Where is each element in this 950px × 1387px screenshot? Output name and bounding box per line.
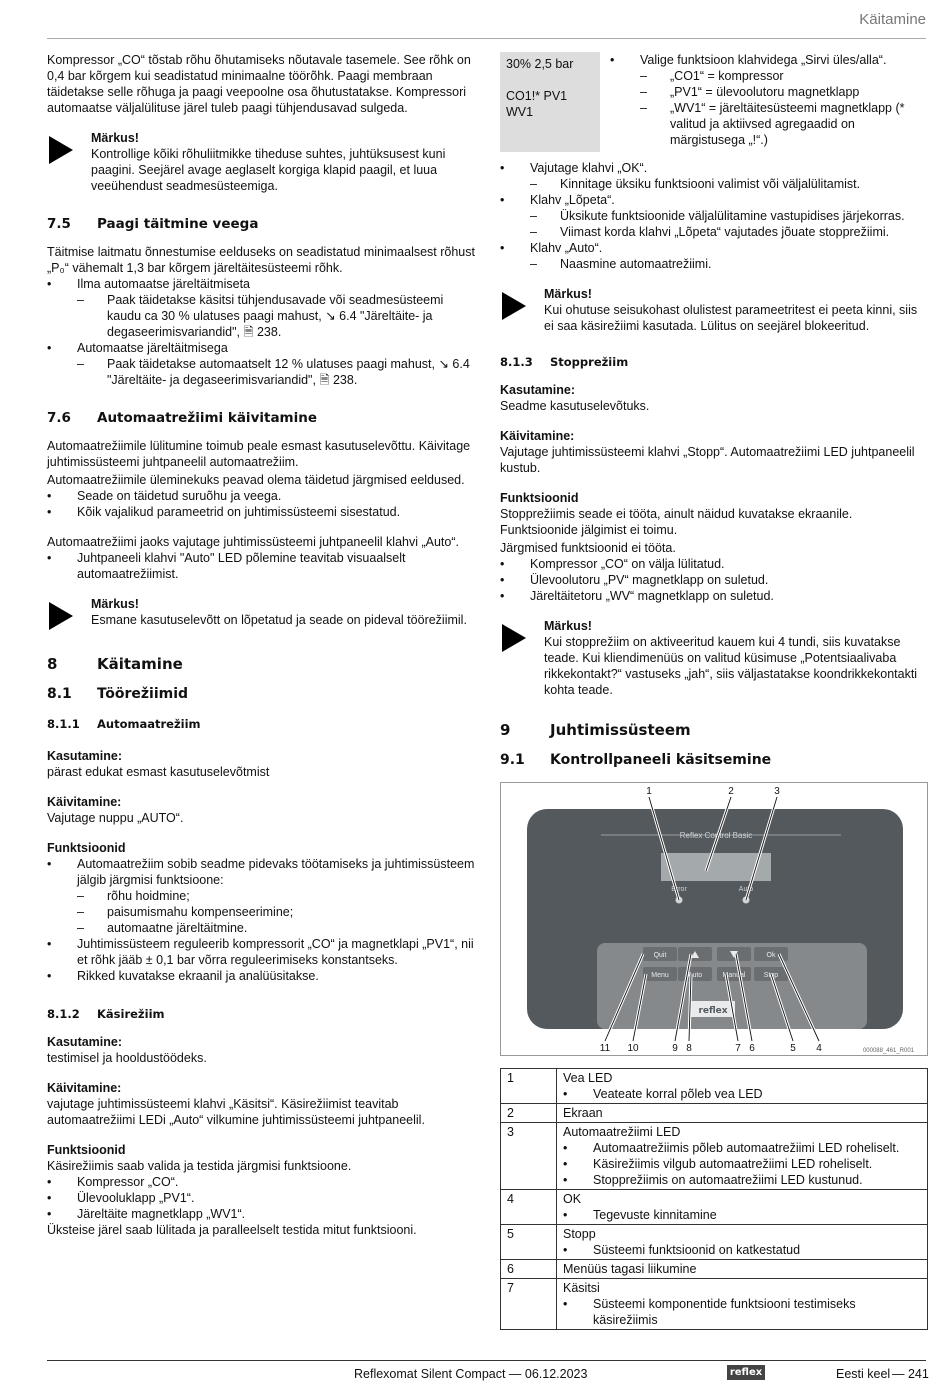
section-8-heading: 8 Käitamine: [47, 655, 183, 673]
stop-key-label: Stop: [763, 972, 779, 979]
legend-row: [501, 1123, 928, 1190]
legend-row: [501, 1190, 928, 1225]
label-funktsioonid: Funktsioonid: [500, 491, 579, 505]
header-divider: [47, 38, 926, 39]
left-column: [47, 52, 475, 1238]
legend-description: [557, 1260, 928, 1279]
note-text: Kui stopprežiim on aktiveeritud kauem kui 4 tundi, siis kuvatakse teade. Kui kliendimenüüs on valitud küsimuse „Potentsiaalivaba rikkekontakt?“ vastuseks „jah“, siis väljastatakse koondrikkekontakti kohta teade.: [544, 635, 918, 697]
list-item: • Kompressor „CO“ on välja lülitatud.: [500, 556, 928, 572]
section-8-1-2-heading: 8.1.2 Käsirežiim: [47, 1007, 165, 1021]
s813-fun2: Järgmised funktsioonid ei tööta.: [500, 541, 676, 555]
intro-paragraph: Kompressor „CO“ tõstab rõhu õhutamiseks nõutavale tasemele. See rõhk on 0,4 bar kõrgem kui seadistatud minimaalne töörõhk. Paagi membraan täidetakse selle rõhuga ja paagi veepoolne osa õhutustatakse. Kompressori automaatse väljalülituse järel tuleb paagi tühjendusavad sulgeda.: [47, 53, 471, 115]
s76-p1: Automaatrežiimile lülitumine toimub peale esmast kasutuselevõttu. Käivitage juhtimissüsteemi juhtpaneelil automaatrežiim.: [47, 439, 471, 469]
legend-item: • Automaatrežiimis põleb automaatrežiimi LED roheliselt.: [563, 1140, 921, 1156]
list-item: • Vajutage klahvi „OK“.: [500, 160, 928, 176]
footer-divider: [47, 1360, 926, 1361]
warning-triangle-icon: [49, 136, 73, 164]
reflex-logo-text: reflex: [698, 1006, 728, 1016]
error-label: Error: [671, 886, 687, 893]
list-item: • Ilma automaatse järeltäitmiseta: [47, 276, 475, 292]
footer-document: Reflexomat Silent Compact — 06.12.2023: [354, 1367, 588, 1381]
legend-number: 7: [501, 1279, 557, 1330]
legend-row: [501, 1104, 928, 1123]
legend-item: • Tegevuste kinnitamine: [563, 1207, 921, 1223]
manual-key-label: Manual: [722, 972, 746, 979]
list-item: • Kõik vajalikud parameetrid on juhtimissüsteemi sisestatud.: [47, 504, 475, 520]
callout-9: 9: [672, 1043, 678, 1054]
legend-description: [557, 1225, 928, 1260]
list-subitem: – Naasmine automaatrežiimi.: [500, 256, 928, 272]
s812-end: Üksteise järel saab lülitada ja paralleelselt testida mitut funktsiooni.: [47, 1223, 417, 1237]
legend-title: Menüüs tagasi liikumine: [563, 1262, 697, 1276]
note-commissioning: [47, 596, 475, 628]
legend-description: [557, 1190, 928, 1225]
legend-title: Stopp: [563, 1227, 596, 1241]
s812-kaivitamine: vajutage juhtimissüsteemi klahvi „Käsitsi“. Käsirežiimist teavitab automaatrežiimi LEDi „Auto“ vilkumine juhtimissüsteemi juhtpaneelil.: [47, 1097, 425, 1127]
note-pressure-fittings: [47, 130, 475, 194]
list-subitem: – Paak täidetakse käsitsi tühjendusavade või seadmesüsteemi kaudu ca 30 % ulatuses paagi mahust, ↘ 6.4 "Järeltäite- ja degaseerimisvariandid", 🗎 238.: [47, 292, 475, 340]
list-subitem: – „PV1“ = ülevoolutoru magnetklapp: [610, 84, 928, 100]
display-explanation: [600, 52, 928, 152]
s812-funktsioonid: Käsirežiimis saab valida ja testida järgmisi funktsioone.: [47, 1159, 352, 1173]
list-item: • Järeltäitetoru „WV“ magnetklapp on suletud.: [500, 588, 928, 604]
display-example: [500, 52, 928, 152]
display-line-1: 30% 2,5 bar: [506, 57, 574, 71]
s76-p2: Automaatrežiimile üleminekuks peavad olema täidetud järgmised eeldused.: [47, 473, 465, 487]
section-8-1-heading: 8.1 Töörežiimid: [47, 686, 189, 702]
list-subitem: – Viimast korda klahvi „Lõpeta“ vajutades jõuate stopprežiimi.: [500, 224, 928, 240]
legend-item: • Käsirežiimis vilgub automaatrežiimi LED roheliselt.: [563, 1156, 921, 1172]
note-title: Märkus!: [544, 619, 592, 633]
label-funktsioonid: Funktsioonid: [47, 841, 126, 855]
section-9-1-heading: 9.1 Kontrollpaneeli käsitsemine: [500, 752, 772, 768]
note-title: Märkus!: [91, 597, 139, 611]
s812-kasutamine: testimisel ja hooldustöödeks.: [47, 1051, 207, 1065]
note-safety-parameters: [500, 286, 928, 334]
legend-table: [500, 1068, 928, 1330]
list-item: • Ülevooluklapp „PV1“.: [47, 1190, 475, 1206]
section-8-1-3-heading: 8.1.3 Stopprežiim: [500, 355, 629, 369]
callout-7: 7: [735, 1043, 741, 1054]
list-item: • Seade on täidetud suruõhu ja veega.: [47, 488, 475, 504]
legend-description: [557, 1123, 928, 1190]
legend-number: 4: [501, 1190, 557, 1225]
legend-title: Automaatrežiimi LED: [563, 1125, 681, 1139]
list-item: • Juhtpaneeli klahvi "Auto" LED põlemine teavitab visuaalselt automaatrežiimist.: [47, 550, 475, 582]
s813-kasutamine: Seadme kasutuselevõtuks.: [500, 399, 650, 413]
callout-11: 11: [599, 1043, 611, 1054]
note-text: Kui ohutuse seisukohast olulistest parameetritest ei peeta kinni, siis ei saa käsirežiimi kasutada. Lülitus on seejärel blokeeritud.: [544, 303, 918, 333]
legend-number: 3: [501, 1123, 557, 1190]
legend-number: 5: [501, 1225, 557, 1260]
list-subitem: – Üksikute funktsioonide väljalülitamine vastupidises järjekorras.: [500, 208, 928, 224]
legend-title: Käsitsi: [563, 1281, 600, 1295]
list-item: • Kompressor „CO“.: [47, 1174, 475, 1190]
legend-title: Ekraan: [563, 1106, 603, 1120]
section-9-heading: 9 Juhtimissüsteem: [500, 721, 691, 739]
callout-8: 8: [686, 1043, 692, 1054]
ok-key-label: Ok: [766, 952, 776, 959]
callout-3: 3: [774, 786, 780, 797]
list-subitem: – Kinnitage üksiku funktsiooni valimist või väljalülitamist.: [500, 176, 928, 192]
list-subitem: – paisumismahu kompenseerimine;: [47, 904, 475, 920]
label-kaivitamine: Käivitamine:: [47, 1081, 122, 1095]
list-subitem: – automaatne järeltäitmine.: [47, 920, 475, 936]
control-panel-figure: [500, 782, 928, 1056]
section-7-6-heading: 7.6 Automaatrežiimi käivitamine: [47, 410, 318, 426]
s813-kaivitamine: Vajutage juhtimissüsteemi klahvi „Stopp“. Automaatrežiimi LED juhtpaneelil kustub.: [500, 445, 915, 475]
display-line-2: CO1!* PV1 WV1: [506, 89, 568, 119]
section-7-5-heading: 7.5 Paagi täitmine veega: [47, 216, 259, 232]
label-kaivitamine: Käivitamine:: [500, 429, 575, 443]
footer-language: Eesti keel: [836, 1367, 891, 1381]
list-item: • Järeltäite magnetklapp „WV1“.: [47, 1206, 475, 1222]
list-subitem: – „WV1“ = järeltäitesüsteemi magnetklapp (* valitud ja aktiivsed agregaadid on märgistusega „!“.): [610, 100, 928, 148]
callout-2: 2: [728, 786, 734, 797]
s813-fun1: Stopprežiimis seade ei tööta, ainult näidud kuvatakse ekraanile. Funktsioonide jälgimist ei toimu.: [500, 507, 853, 537]
warning-triangle-icon: [502, 624, 526, 652]
label-kaivitamine: Käivitamine:: [47, 795, 122, 809]
legend-description: [557, 1279, 928, 1330]
figure-code: 000088_461_R001: [862, 1048, 914, 1054]
legend-item: • Süsteemi komponentide funktsiooni testimiseks käsirežiimis: [563, 1296, 921, 1328]
legend-description: [557, 1104, 928, 1123]
legend-number: 1: [501, 1069, 557, 1104]
list-item: • Juhtimissüsteem reguleerib kompressorit „CO“ ja magnetklapi „PV1“, nii et rõhk jääb ± 0,1 bar võrra reguleerimiseks konstantseks.: [47, 936, 475, 968]
list-item: • Automaatrežiim sobib seadme pidevaks töötamiseks ja juhtimissüsteem jälgib järgmisi funktsioone:: [47, 856, 475, 888]
s811-kasutamine: pärast edukat esmast kasutuselevõtmist: [47, 765, 270, 779]
control-panel-illustration: [501, 783, 928, 1056]
note-text: Esmane kasutuselevõtt on lõpetatud ja seade on pideval töörežiimil.: [91, 613, 467, 627]
callout-10: 10: [627, 1043, 639, 1054]
note-title: Märkus!: [544, 287, 592, 301]
warning-triangle-icon: [502, 292, 526, 320]
legend-description: [557, 1069, 928, 1104]
legend-title: OK: [563, 1192, 582, 1206]
label-kasutamine: Kasutamine:: [500, 383, 576, 397]
quit-key-label: Quit: [653, 952, 667, 959]
list-subitem: – „CO1“ = kompressor: [610, 68, 928, 84]
callout-6: 6: [749, 1043, 755, 1054]
legend-row: [501, 1225, 928, 1260]
menu-key-label: Menu: [651, 972, 669, 979]
panel-title: Reflex Control Basic: [679, 831, 753, 840]
list-item: • Automaatse järeltäitmisega: [47, 340, 475, 356]
display-screen: [500, 52, 600, 152]
legend-number: 6: [501, 1260, 557, 1279]
note-stop-mode: [500, 618, 928, 698]
legend-item: • Veateate korral põleb vea LED: [563, 1086, 921, 1102]
right-column: [500, 52, 928, 1330]
legend-row: [501, 1260, 928, 1279]
auto-key-label: Auto: [687, 972, 703, 979]
footer-page-number: — 241: [892, 1367, 929, 1381]
legend-row: [501, 1069, 928, 1104]
list-subitem: – rõhu hoidmine;: [47, 888, 475, 904]
label-funktsioonid: Funktsioonid: [47, 1143, 126, 1157]
note-text: Kontrollige kõiki rõhuliitmikke tiheduse suhtes, juhtüksusest kuni paagini. Seejärel avage aeglaselt korgiga klapid paagil, et luua veeühendust seadmesüsteemiga.: [91, 147, 446, 193]
page-header-title: Käitamine: [859, 11, 926, 28]
callout-1: 1: [646, 786, 652, 797]
legend-item: • Süsteemi funktsioonid on katkestatud: [563, 1242, 921, 1258]
list-item: • Klahv „Lõpeta“.: [500, 192, 928, 208]
list-item: • Rikked kuvatakse ekraanil ja analüüsitakse.: [47, 968, 475, 984]
list-item: • Valige funktsioon klahvidega „Sirvi üles/alla“.: [610, 52, 928, 68]
list-item: • Ülevoolutoru „PV“ magnetklapp on suletud.: [500, 572, 928, 588]
legend-row: [501, 1279, 928, 1330]
label-kasutamine: Kasutamine:: [47, 1035, 123, 1049]
callout-5: 5: [790, 1043, 796, 1054]
list-subitem: – Paak täidetakse automaatselt 12 % ulatuses paagi mahust, ↘ 6.4 "Järeltäite- ja degaseerimisvariandid", 🗎 238.: [47, 356, 475, 388]
auto-led-label: Auto: [738, 886, 754, 893]
note-title: Märkus!: [91, 131, 139, 145]
legend-item: • Stopprežiimis on automaatrežiimi LED kustunud.: [563, 1172, 921, 1188]
list-item: • Klahv „Auto“.: [500, 240, 928, 256]
section-8-1-1-heading: 8.1.1 Automaatrežiim: [47, 717, 201, 731]
footer-reflex-logo: reflex: [727, 1365, 765, 1380]
legend-number: 2: [501, 1104, 557, 1123]
warning-triangle-icon: [49, 602, 73, 630]
s75-text: Täitmise laitmatu õnnestumise eelduseks on seadistatud minimaalsest rõhust „P₀“ vähemalt 1,3 bar kõrgem järeltäitesüsteemi rõhk.: [47, 245, 475, 275]
legend-title: Vea LED: [563, 1071, 613, 1085]
s76-p3: Automaatrežiimi jaoks vajutage juhtimissüsteemi juhtpaneelil klahvi „Auto“.: [47, 535, 459, 549]
s811-kaivitamine: Vajutage nuppu „AUTO“.: [47, 811, 184, 825]
label-kasutamine: Kasutamine:: [47, 749, 123, 763]
callout-4: 4: [816, 1043, 822, 1054]
